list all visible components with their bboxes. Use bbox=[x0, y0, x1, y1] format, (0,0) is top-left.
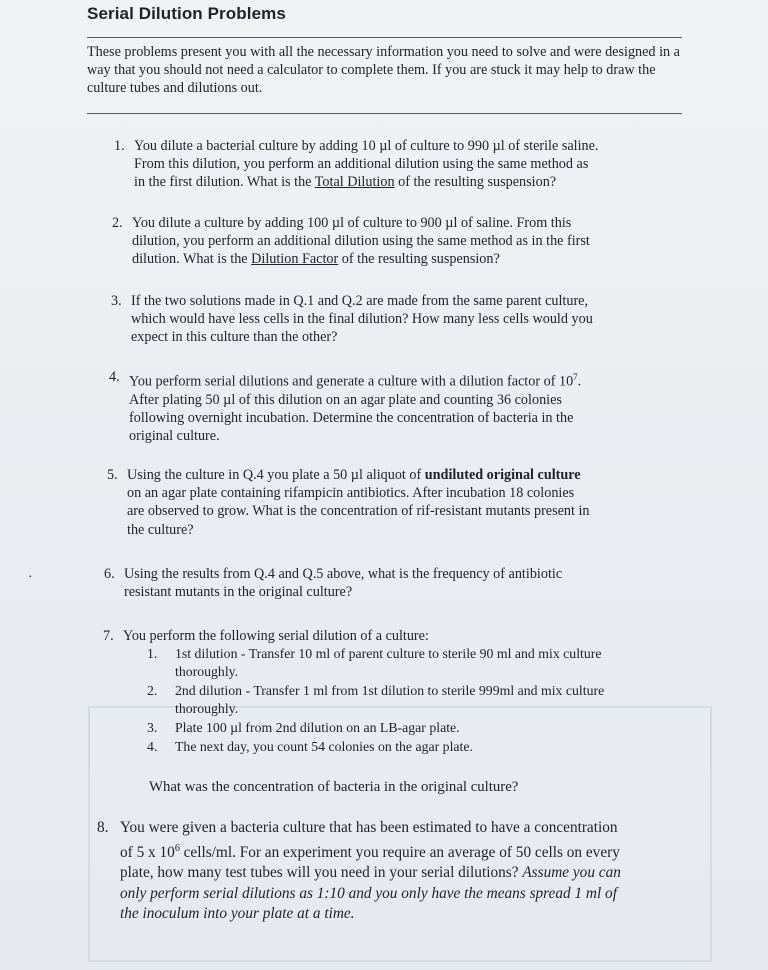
bold-term: undiluted original culture bbox=[424, 467, 581, 483]
question-line: After plating 50 µl of this dilution on an agar plate and counting 36 colonies bbox=[129, 391, 562, 408]
dilution-factor-term: Dilution Factor bbox=[251, 251, 339, 268]
intro-rule bbox=[87, 113, 682, 114]
question-line: only perform serial dilutions as 1:10 and you only have the means spread 1 ml of bbox=[120, 884, 617, 902]
question-line: From this dilution, you perform an additional dilution using the same method as bbox=[134, 156, 589, 173]
question-line: are observed to grow. What is the concentration of rif-resistant mutants present in bbox=[127, 503, 590, 520]
question-number: 3. bbox=[111, 293, 122, 309]
question-line: the inoculum into your plate at a time. bbox=[120, 905, 355, 923]
question-line: expect in this culture than the other? bbox=[131, 329, 338, 346]
page-title: Serial Dilution Problems bbox=[87, 4, 286, 23]
question-line: following overnight incubation. Determine the concentration of bacteria in the bbox=[129, 410, 574, 427]
question-number: 5. bbox=[107, 467, 118, 483]
question-line: on an agar plate containing rifampicin antibiotics. After incubation 18 colonies bbox=[127, 485, 575, 502]
margin-dot: · bbox=[28, 570, 33, 585]
question-line: You perform serial dilutions and generate a culture with a dilution factor of $10^7$. bbox=[129, 372, 582, 390]
question-line: You dilute a culture by adding 100 µl of culture to 900 µl of saline. From this bbox=[132, 215, 572, 231]
question-number: 2. bbox=[112, 215, 123, 231]
question-line: Using the culture in Q.4 you plate a 50 µl aliquot of undiluted original culture bbox=[127, 467, 581, 483]
question-line: Using the results from Q.4 and Q.5 above, what is the frequency of antibiotic bbox=[124, 566, 563, 582]
question-line: You perform the following serial dilution of a culture: bbox=[123, 628, 429, 644]
question-line: dilution. What is the Dilution Factor of the resulting suspension? bbox=[132, 251, 500, 268]
question-line: original culture. bbox=[129, 428, 220, 445]
question-number: 4. bbox=[109, 369, 120, 385]
question-line: dilution, you perform an additional dilution using the same method as in the first bbox=[132, 233, 590, 250]
question-line: plate, how many test tubes will you need in your serial dilutions? Assume you can bbox=[120, 864, 621, 882]
intro-paragraph: These problems present you with all the necessary information you need to solve and were designed in a way that you should not need a calculator to complete them. If you are stuck it may help to draw the culture tubes and dilutions out. bbox=[87, 44, 680, 96]
question-line: You dilute a bacterial culture by adding 10 µl of culture to 990 µl of sterile saline. bbox=[134, 138, 599, 154]
question-line: If the two solutions made in Q.1 and Q.2 are made from the same parent culture, bbox=[131, 293, 589, 309]
total-dilution-term: Total Dilution bbox=[314, 174, 395, 191]
question-7-prompt: What was the concentration of bacteria in the original culture? bbox=[149, 779, 519, 795]
question-line: which would have less cells in the final dilution? How many less cells would you bbox=[131, 311, 593, 328]
question-number: 6. bbox=[104, 566, 115, 582]
question-line: the culture? bbox=[127, 521, 194, 538]
question-line: of 5 x $10^6$ cells/ml. For an experiment you require an average of 50 cells on every bbox=[120, 842, 620, 861]
title-rule bbox=[87, 37, 682, 38]
question-line: You were given a bacteria culture that has been estimated to have a concentration bbox=[120, 819, 618, 836]
question-line: resistant mutants in the original culture? bbox=[124, 584, 353, 601]
question-number: 1. bbox=[114, 138, 125, 154]
question-number: 8. bbox=[97, 819, 109, 836]
question-number: 7. bbox=[103, 628, 114, 644]
question-line: in the first dilution. What is the Total Dilution of the resulting suspension? bbox=[134, 174, 557, 191]
